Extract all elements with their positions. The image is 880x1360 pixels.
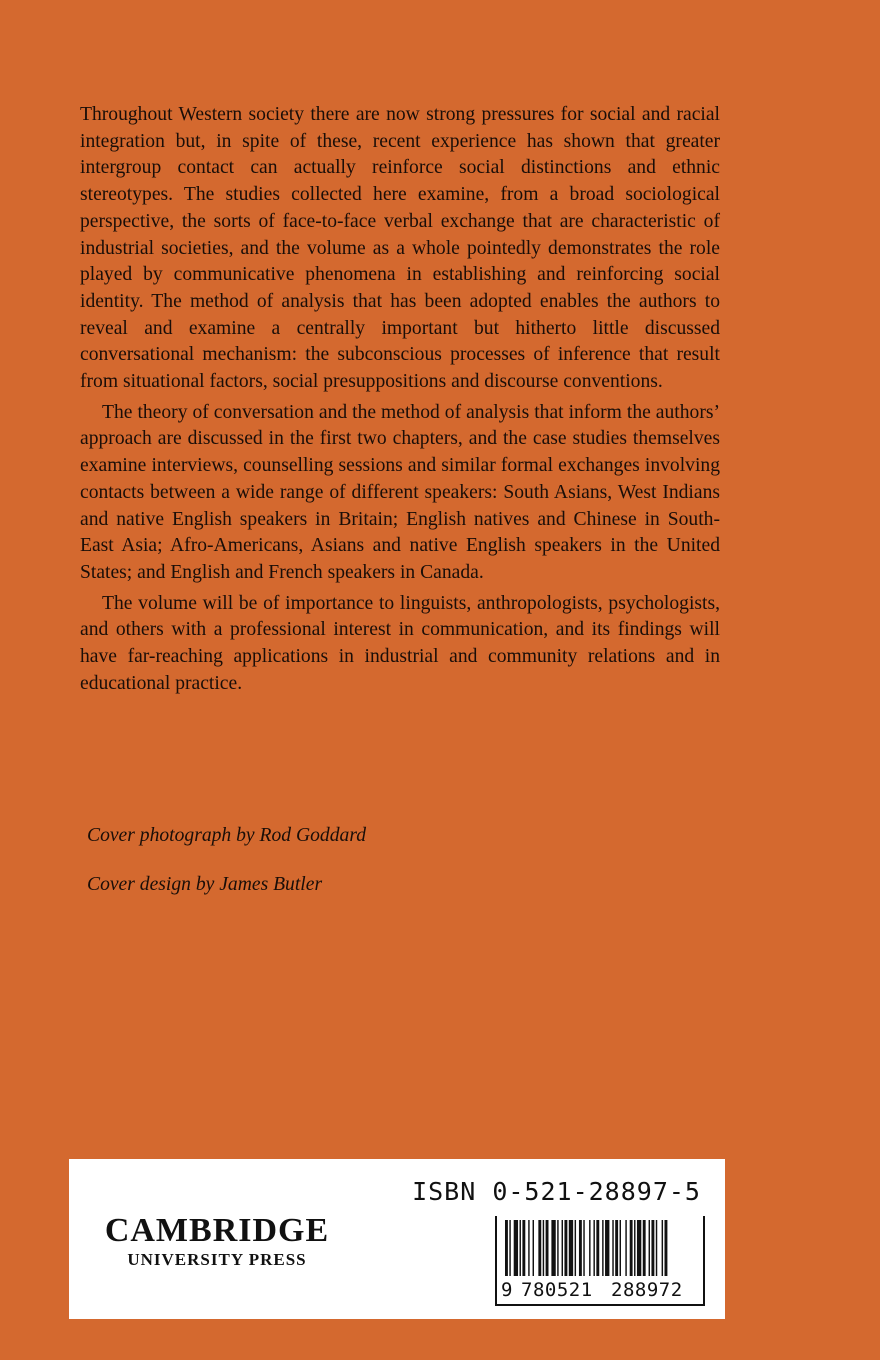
barcode-bar bbox=[620, 1220, 621, 1276]
barcode-frame-left bbox=[495, 1216, 497, 1306]
cover-photo-credit: Cover photograph by Rod Goddard bbox=[87, 825, 367, 846]
barcode-bar bbox=[649, 1220, 650, 1276]
barcode-bar bbox=[665, 1220, 668, 1276]
barcode-bar bbox=[538, 1220, 541, 1276]
barcode-bar bbox=[605, 1220, 609, 1276]
barcode-frame-bottom bbox=[495, 1304, 705, 1306]
barcode-bars bbox=[505, 1220, 667, 1276]
barcode-bar bbox=[569, 1220, 573, 1276]
barcode-bar bbox=[630, 1220, 633, 1276]
barcode-bar bbox=[543, 1220, 544, 1276]
barcode-bar bbox=[593, 1220, 594, 1276]
barcode-digit-first: 9 bbox=[501, 1279, 513, 1301]
barcode-bar bbox=[651, 1220, 654, 1276]
barcode-bar bbox=[615, 1220, 618, 1276]
barcode-bar bbox=[643, 1220, 646, 1276]
barcode-bar bbox=[602, 1220, 603, 1276]
barcode bbox=[495, 1216, 705, 1306]
barcode-digits-right: 288972 bbox=[611, 1279, 683, 1301]
barcode-bar bbox=[634, 1220, 635, 1276]
barcode-bar bbox=[596, 1220, 599, 1276]
barcode-bar bbox=[637, 1220, 641, 1276]
blurb-paragraph-3: The volume will be of importance to linguists, anthropologists, psychologists, and others with a professional interest in communication, and its findings will have far-reaching applications in industrial and community relations and in educational practice. bbox=[80, 592, 720, 694]
blurb-paragraph-2: The theory of conversation and the method of analysis that inform the authors’ approach are discussed in the first two chapters, and the case studies themselves examine interviews, counselling sessions and similar formal exchanges involving contacts between a wide range of different speakers: South Asians, West Indians and native English speakers in Britain; English natives and Chinese in South-East Asia; Afro-Americans, Asians and native English speakers in the United States; and English and French speakers in Canada. bbox=[80, 401, 720, 583]
barcode-bar bbox=[520, 1220, 521, 1276]
barcode-bar bbox=[514, 1220, 518, 1276]
isbn-label: ISBN 0-521-28897-5 bbox=[412, 1177, 701, 1206]
barcode-bar bbox=[564, 1220, 567, 1276]
cover-design-credit: Cover design by James Butler bbox=[87, 874, 323, 895]
barcode-bar bbox=[579, 1220, 582, 1276]
barcode-frame-right bbox=[703, 1216, 705, 1306]
barcode-bar bbox=[589, 1220, 590, 1276]
barcode-bar bbox=[557, 1220, 558, 1276]
blurb-paragraph-1: Throughout Western society there are now strong pressures for social and racial integration but, in spite of these, recent experience has shown that greater intergroup contact can actually reinforce social distinctions and ethnic stereotypes. The studies collected here examine, from a broad sociological perspective, the sorts of face-to-face verbal exchange that are characteristic of industrial societies, and the volume as a whole pointedly demonstrates the role played by communicative phenomena in establishing and reinforcing social identity. The method of analysis that has been adopted enables the authors to reveal and examine a centrally important but hitherto little discussed conversational mechanism: the subconscious processes of inference that result from situational factors, social presuppositions and discourse conventions. bbox=[80, 104, 720, 393]
barcode-bar bbox=[528, 1220, 529, 1276]
barcode-bar bbox=[662, 1220, 663, 1276]
barcode-bar bbox=[551, 1220, 555, 1276]
barcode-bar bbox=[546, 1220, 549, 1276]
barcode-panel bbox=[69, 1159, 725, 1319]
barcode-bar bbox=[625, 1220, 626, 1276]
barcode-digits-left: 780521 bbox=[521, 1279, 593, 1301]
barcode-bar bbox=[562, 1220, 563, 1276]
barcode-bar bbox=[509, 1220, 510, 1276]
barcode-bar bbox=[612, 1220, 613, 1276]
barcode-bar bbox=[522, 1220, 525, 1276]
publisher-name: CAMBRIDGE bbox=[104, 1212, 330, 1249]
barcode-bar bbox=[575, 1220, 576, 1276]
barcode-bar bbox=[533, 1220, 534, 1276]
publisher-subtitle: UNIVERSITY PRESS bbox=[127, 1250, 307, 1269]
barcode-bar bbox=[656, 1220, 657, 1276]
back-cover-blurb bbox=[80, 102, 720, 701]
barcode-bar bbox=[505, 1220, 508, 1276]
barcode-bar bbox=[583, 1220, 584, 1276]
publisher-logo bbox=[97, 1213, 337, 1271]
